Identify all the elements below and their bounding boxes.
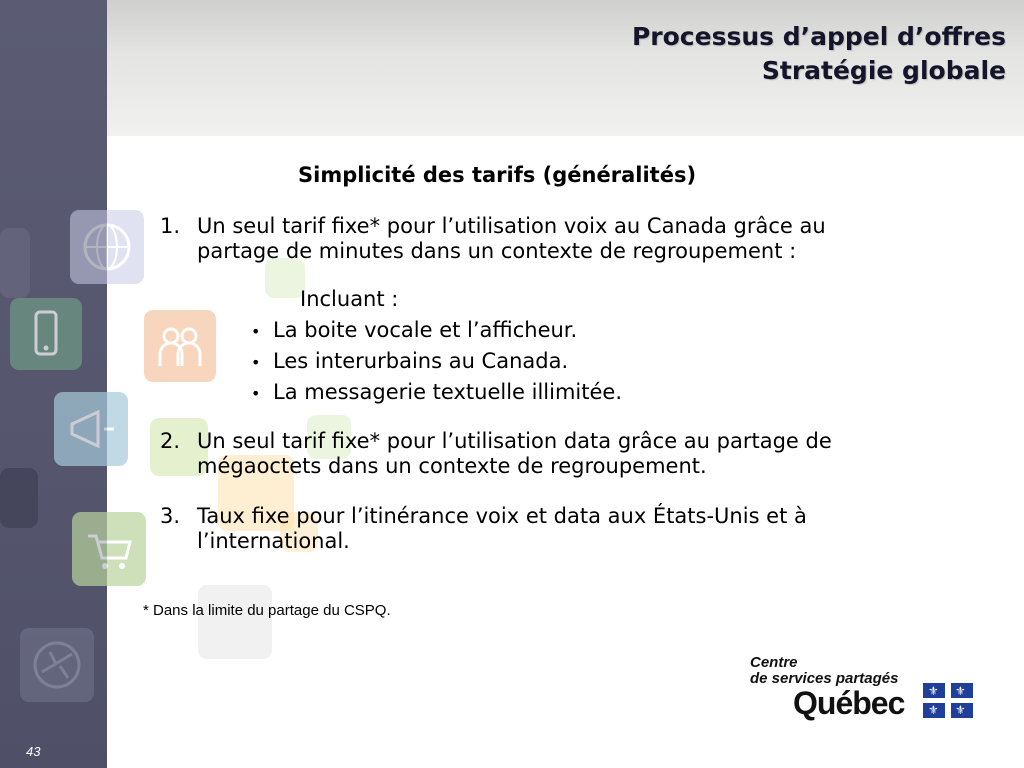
logo-line-3: Québec [793, 685, 905, 721]
footnote: * Dans la limite du partage du CSPQ. [143, 602, 391, 619]
logo-line-1: Centre [750, 654, 798, 671]
flag-cross-vertical [945, 683, 951, 718]
list-item-3 [160, 504, 1000, 556]
bullet-text: Les interurbains au Canada. [273, 349, 569, 373]
phone-icon [10, 298, 82, 370]
item-line: Un seul tarif fixe* pour l’utilisation voix au Canada grâce au [197, 214, 826, 238]
slide-title [632, 20, 1006, 88]
list-item-2 [160, 429, 1000, 481]
item-line: Un seul tarif fixe* pour l’utilisation data grâce au partage de [197, 429, 832, 453]
item-number: 1. [160, 214, 181, 238]
bullet-glyph: • [251, 322, 261, 341]
megaphone-icon [54, 392, 128, 466]
bullet-text: La messagerie textuelle illimitée. [273, 380, 623, 404]
decor-tile [0, 228, 30, 298]
page-number: 43 [26, 744, 41, 759]
bullet-item [251, 380, 622, 404]
decor-tile [198, 585, 272, 659]
item-line: Taux fixe pour l’itinérance voix et data aux États-Unis et à [197, 504, 807, 528]
section-subtitle: Simplicité des tarifs (généralités) [298, 163, 697, 187]
bullet-glyph: • [251, 384, 261, 403]
item-line: l’international. [197, 529, 350, 553]
including-label: Incluant : [300, 287, 399, 311]
title-line-2: Stratégie globale [761, 56, 1006, 85]
list-item-1 [160, 214, 1000, 266]
fleur-de-lis-icon: ⚜ [928, 703, 939, 717]
globe-icon [70, 210, 144, 284]
title-line-1: Processus d’appel d’offres [631, 22, 1006, 51]
people-icon [144, 310, 216, 382]
item-number: 3. [160, 504, 181, 528]
bullet-item [251, 349, 568, 373]
decor-tile [0, 468, 38, 528]
logo-line-2: de services partagés [750, 670, 899, 687]
fleur-de-lis-icon: ⚜ [955, 684, 966, 698]
item-line: partage de minutes dans un contexte de regroupement : [197, 239, 797, 263]
bullet-text: La boite vocale et l’afficheur. [273, 318, 578, 342]
quebec-flag-icon [923, 683, 973, 718]
fleur-de-lis-icon: ⚜ [928, 684, 939, 698]
fleur-de-lis-icon: ⚜ [955, 703, 966, 717]
bullet-item [251, 318, 577, 342]
item-number: 2. [160, 429, 181, 453]
cspq-logo [750, 655, 980, 727]
cart-icon [72, 512, 146, 586]
item-line: mégaoctets dans un contexte de regroupement. [197, 454, 707, 478]
bullet-glyph: • [251, 353, 261, 372]
airplane-icon [20, 628, 94, 702]
